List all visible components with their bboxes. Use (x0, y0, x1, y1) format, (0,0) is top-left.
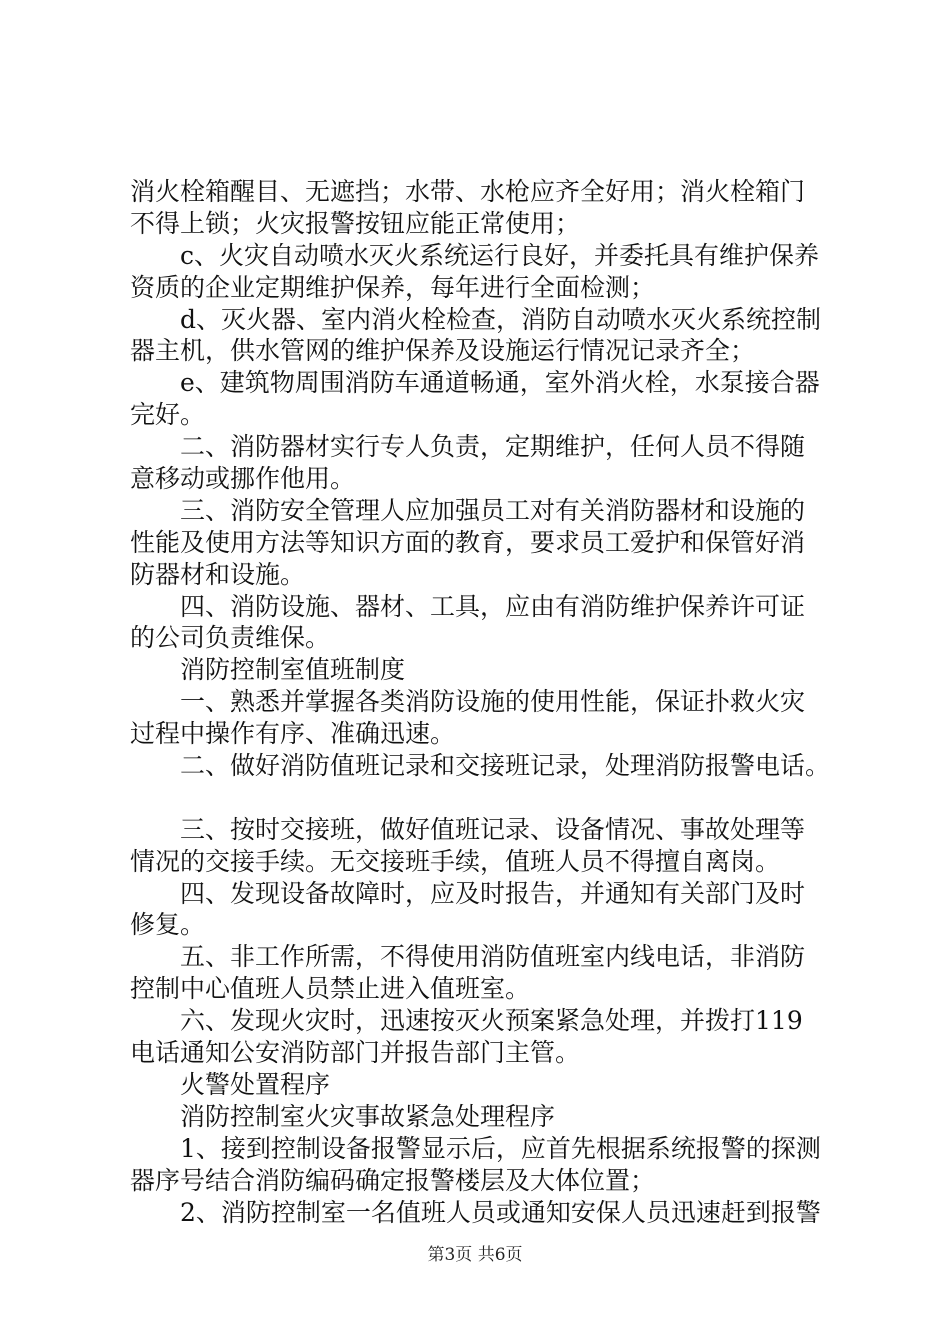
text-line: e、建筑物周围消防车通道畅通，室外消火栓，水泵接合器 (180, 368, 820, 398)
text-line: 1、接到控制设备报警显示后，应首先根据系统报警的探测 (180, 1133, 821, 1163)
text-line: 意移动或挪作他用。 (130, 464, 356, 494)
text-line: 四、发现设备故障时，应及时报告，并通知有关部门及时 (180, 878, 806, 908)
text-line: 六、发现火灾时，迅速按灭火预案紧急处理，并拨打119 (180, 1006, 803, 1036)
text-line: c、火灾自动喷水灭火系统运行良好，并委托具有维护保养 (180, 240, 820, 270)
text-line: 性能及使用方法等知识方面的教育，要求员工爱护和保管好消 (130, 527, 806, 557)
text-line: 完好。 (130, 400, 206, 430)
text-line: 五、非工作所需，不得使用消防值班室内线电话，非消防 (180, 942, 806, 972)
text-line: 一、熟悉并掌握各类消防设施的使用性能，保证扑救火灾 (180, 687, 806, 717)
text-line: 资质的企业定期维护保养，每年进行全面检测； (130, 272, 656, 302)
blank-line (130, 782, 840, 814)
text-line: 消火栓箱醒目、无遮挡；水带、水枪应齐全好用；消火栓箱门 (130, 177, 806, 206)
text-line: 三、消防安全管理人应加强员工对有关消防器材和设施的 (180, 495, 806, 525)
text-line: 控制中心值班人员禁止进入值班室。 (130, 974, 531, 1004)
document-body (130, 176, 840, 1228)
text-line: 的公司负责维保。 (130, 623, 331, 653)
text-line: 二、做好消防值班记录和交接班记录，处理消防报警电话。 (180, 751, 831, 781)
text-line: 修复。 (130, 910, 206, 940)
page-number-footer: 第3页 共6页 (427, 1245, 523, 1265)
text-line: 电话通知公安消防部门并报告部门主管。 (130, 1038, 581, 1068)
text-line: 2、消防控制室一名值班人员或通知安保人员迅速赶到报警 (180, 1197, 821, 1227)
text-line: 不得上锁；火灾报警按钮应能正常使用； (130, 208, 581, 238)
text-line: 器主机，供水管网的维护保养及设施运行情况记录齐全； (130, 336, 756, 366)
text-line: d、灭火器、室内消火栓检查，消防自动喷水灭火系统控制 (180, 304, 822, 334)
text-line: 二、消防器材实行专人负责，定期维护，任何人员不得随 (180, 432, 806, 462)
text-line: 器序号结合消防编码确定报警楼层及大体位置； (130, 1165, 656, 1195)
text-line: 四、消防设施、器材、工具，应由有消防维护保养许可证 (180, 591, 806, 621)
text-line: 防器材和设施。 (130, 559, 306, 589)
text-line: 三、按时交接班，做好值班记录、设备情况、事故处理等 (180, 814, 806, 844)
section-heading: 消防控制室值班制度 (180, 655, 406, 685)
text-line: 情况的交接手续。无交接班手续，值班人员不得擅自离岗。 (130, 846, 781, 876)
text-line: 过程中操作有序、准确迅速。 (130, 719, 456, 749)
section-heading: 消防控制室火灾事故紧急处理程序 (180, 1101, 556, 1131)
section-heading: 火警处置程序 (180, 1069, 331, 1099)
